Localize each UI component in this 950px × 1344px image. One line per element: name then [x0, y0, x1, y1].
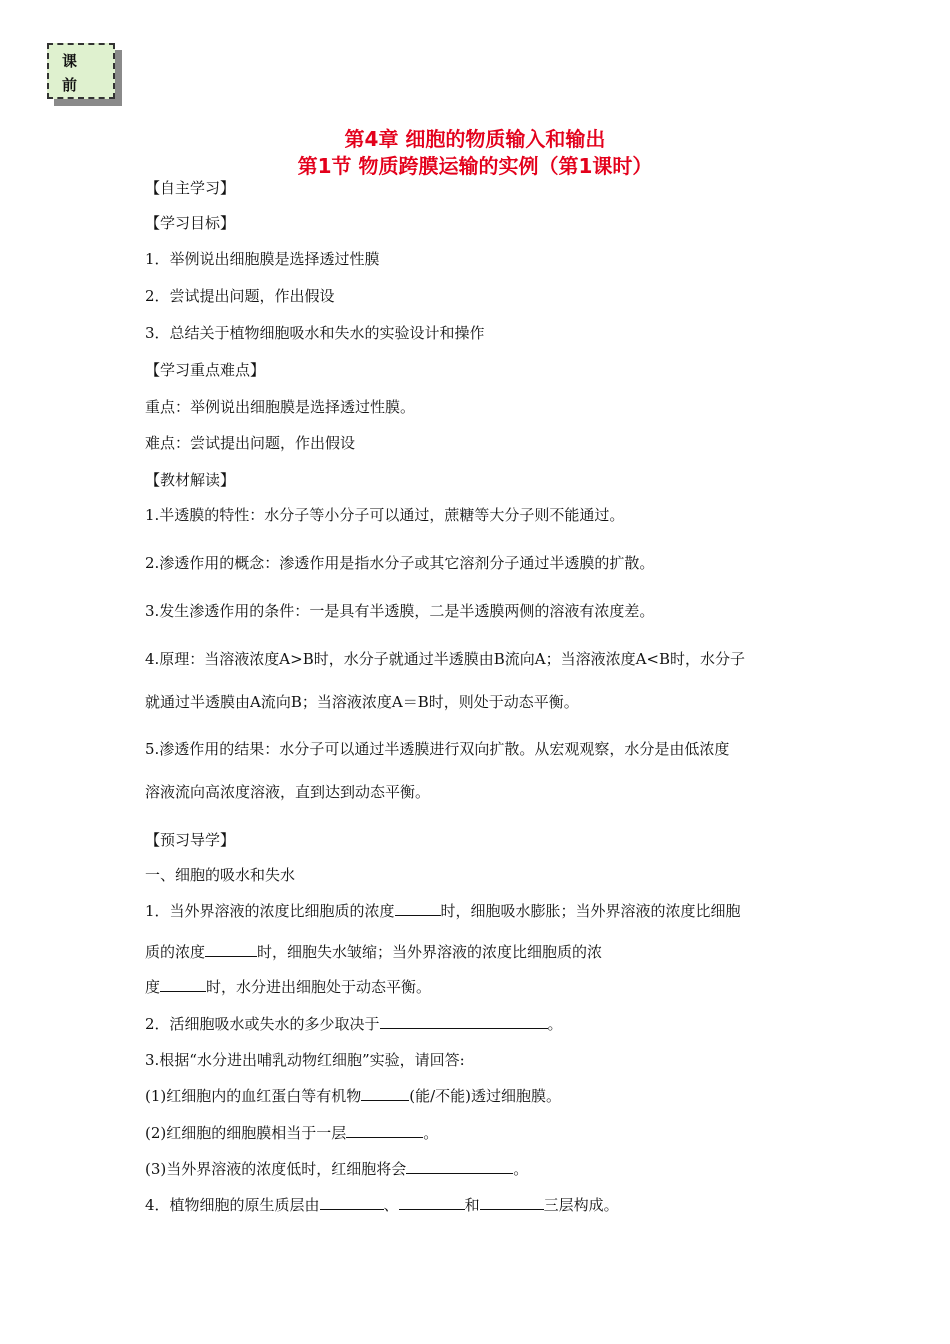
objective-3: 3．总结关于植物细胞吸水和失水的实验设计和操作 — [145, 324, 485, 342]
answer-blank[interactable] — [160, 977, 206, 992]
question-3-3-text: (3)当外界溶液的浓度低时，红细胞将会 — [145, 1160, 407, 1178]
question-1-line1 — [145, 901, 741, 921]
question-1-text-f: 时，水分进出细胞处于动态平衡。 — [206, 978, 432, 996]
question-3-1 — [145, 1086, 561, 1106]
objectives-heading: 【学习目标】 — [145, 214, 236, 232]
question-3-3 — [145, 1159, 528, 1179]
question-3-1-end: (能/不能)透过细胞膜。 — [409, 1087, 562, 1105]
question-4-sep-2: 和 — [464, 1196, 480, 1214]
chapter-title: 第4章 细胞的物质输入和输出 — [344, 127, 606, 151]
textbook-p5-line2: 溶液流向高浓度溶液，直到达到动态平衡。 — [145, 783, 431, 801]
key-point: 重点：举例说出细胞膜是选择透过性膜。 — [145, 398, 416, 416]
question-3-2-text: (2)红细胞的细胞膜相当于一层 — [145, 1124, 347, 1142]
question-3-3-end: 。 — [513, 1160, 529, 1178]
answer-blank[interactable] — [320, 1195, 384, 1210]
answer-blank[interactable] — [399, 1195, 465, 1210]
key-points-heading: 【学习重点难点】 — [145, 361, 266, 379]
objective-1: 1．举例说出细胞膜是选择透过性膜 — [145, 250, 380, 268]
question-1-text-e: 度 — [145, 978, 161, 996]
question-4-sep-1: 、 — [383, 1196, 399, 1214]
question-1-text-a: 1．当外界溶液的浓度比细胞质的浓度 — [145, 902, 395, 920]
self-study-heading: 【自主学习】 — [145, 179, 236, 197]
question-4-end: 三层构成。 — [543, 1196, 619, 1214]
preview-section-1: 一、细胞的吸水和失水 — [145, 866, 296, 884]
textbook-p3: 3.发生渗透作用的条件：一是具有半透膜，二是半透膜两侧的溶液有浓度差。 — [145, 602, 655, 620]
question-1-text-b: 时，细胞吸水膨胀；当外界溶液的浓度比细胞 — [440, 902, 741, 920]
textbook-p4-line1: 4.原理：当溶液浓度A>B时，水分子就通过半透膜由B流向A；当溶液浓度A<B时，水分子 — [145, 650, 746, 668]
question-1-text-c: 质的浓度 — [145, 943, 206, 961]
textbook-p2: 2.渗透作用的概念：渗透作用是指水分子或其它溶剂分子通过半透膜的扩散。 — [145, 554, 655, 572]
badge-line-2: 前 — [62, 76, 78, 94]
section-title: 第1节 物质跨膜运输的实例（第1课时） — [297, 154, 653, 178]
answer-blank[interactable] — [361, 1086, 409, 1101]
answer-blank[interactable] — [480, 1195, 544, 1210]
question-3-2 — [145, 1123, 438, 1143]
difficult-point: 难点：尝试提出问题，作出假设 — [145, 434, 356, 452]
answer-blank[interactable] — [406, 1159, 513, 1174]
answer-blank[interactable] — [380, 1014, 548, 1029]
pre-class-badge — [47, 43, 115, 99]
question-1-line3 — [145, 977, 431, 997]
question-2-end: 。 — [547, 1015, 563, 1033]
question-3-1-text: (1)红细胞内的血红蛋白等有机物 — [145, 1087, 362, 1105]
answer-blank[interactable] — [395, 901, 441, 916]
question-2 — [145, 1014, 563, 1034]
question-1-line2 — [145, 942, 602, 962]
question-2-text: 2．活细胞吸水或失水的多少取决于 — [145, 1015, 380, 1033]
textbook-p1: 1.半透膜的特性：水分子等小分子可以通过，蔗糖等大分子则不能通过。 — [145, 506, 625, 524]
question-4 — [145, 1195, 619, 1215]
badge-line-1: 课 — [62, 52, 78, 70]
question-3-2-end: 。 — [423, 1124, 439, 1142]
answer-blank[interactable] — [205, 942, 257, 957]
textbook-heading: 【教材解读】 — [145, 471, 236, 489]
preview-heading: 【预习导学】 — [145, 831, 236, 849]
question-3: 3.根据“水分进出哺乳动物红细胞”实验，请回答: — [145, 1051, 465, 1069]
answer-blank[interactable] — [346, 1123, 423, 1138]
textbook-p4-line2: 就通过半透膜由A流向B；当溶液浓度A＝B时，则处于动态平衡。 — [145, 693, 579, 711]
textbook-p5-line1: 5.渗透作用的结果：水分子可以通过半透膜进行双向扩散。从宏观观察，水分是由低浓度 — [145, 740, 730, 758]
objective-2: 2．尝试提出问题，作出假设 — [145, 287, 335, 305]
question-4-text: 4．植物细胞的原生质层由 — [145, 1196, 320, 1214]
question-1-text-d: 时，细胞失水皱缩；当外界溶液的浓度比细胞质的浓 — [257, 943, 603, 961]
